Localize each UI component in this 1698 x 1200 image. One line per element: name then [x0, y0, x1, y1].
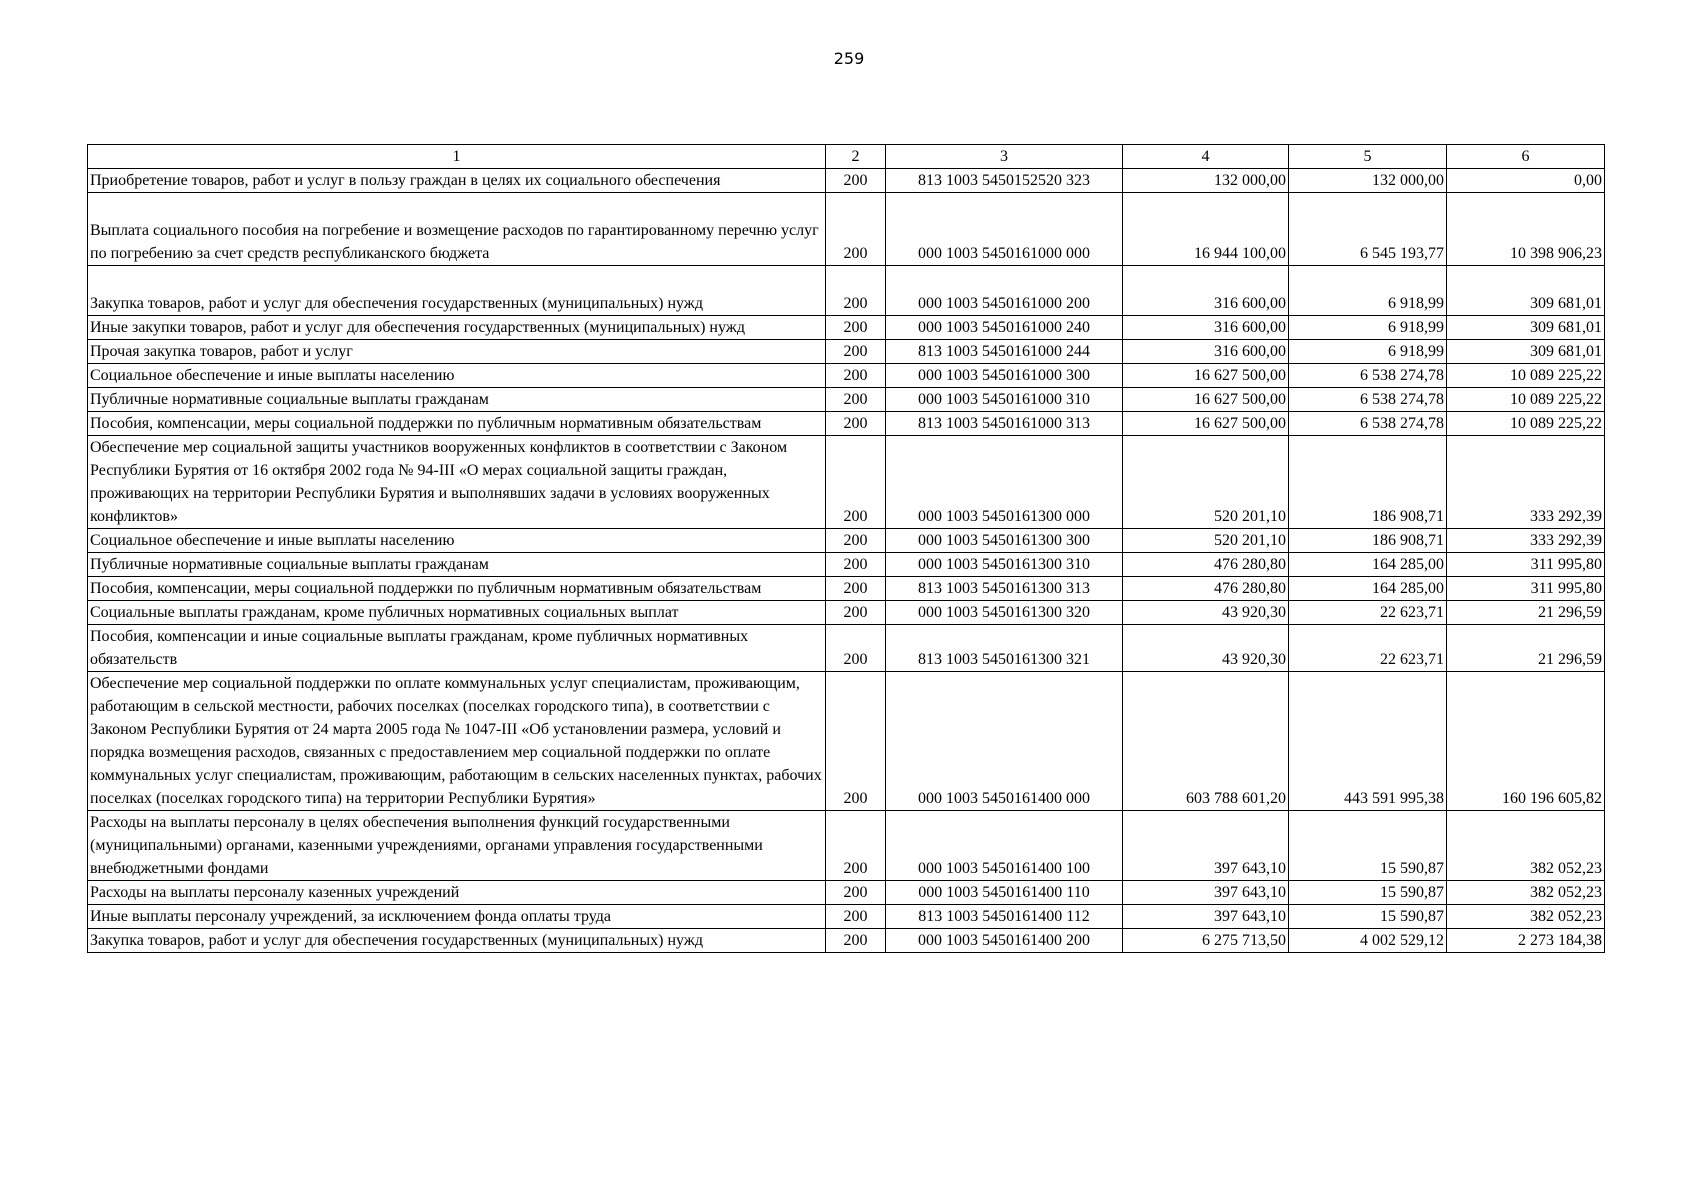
row-approved-amount: 16 627 500,00	[1123, 364, 1289, 388]
row-line-code: 200	[826, 625, 886, 672]
row-executed-amount: 186 908,71	[1289, 436, 1447, 529]
row-approved-amount: 16 944 100,00	[1123, 193, 1289, 266]
row-executed-amount: 15 590,87	[1289, 881, 1447, 905]
row-approved-amount: 316 600,00	[1123, 340, 1289, 364]
row-executed-amount: 4 002 529,12	[1289, 929, 1447, 953]
col-header-6: 6	[1447, 145, 1605, 169]
row-approved-amount: 397 643,10	[1123, 905, 1289, 929]
row-budget-code: 000 1003 5450161000 200	[886, 266, 1123, 316]
row-remaining-amount: 309 681,01	[1447, 340, 1605, 364]
row-executed-amount: 164 285,00	[1289, 553, 1447, 577]
row-remaining-amount: 10 089 225,22	[1447, 412, 1605, 436]
row-executed-amount: 443 591 995,38	[1289, 672, 1447, 811]
table-row	[88, 625, 1605, 672]
row-budget-code: 000 1003 5450161300 300	[886, 529, 1123, 553]
row-name: Публичные нормативные социальные выплаты гражданам	[88, 553, 826, 577]
col-header-3: 3	[886, 145, 1123, 169]
row-budget-code: 813 1003 5450161300 321	[886, 625, 1123, 672]
row-remaining-amount: 382 052,23	[1447, 905, 1605, 929]
row-executed-amount: 6 538 274,78	[1289, 412, 1447, 436]
row-name: Закупка товаров, работ и услуг для обеспечения государственных (муниципальных) нужд	[88, 266, 826, 316]
col-header-4: 4	[1123, 145, 1289, 169]
row-executed-amount: 15 590,87	[1289, 811, 1447, 881]
row-name: Приобретение товаров, работ и услуг в пользу граждан в целях их социального обеспечения	[88, 169, 826, 193]
table-row	[88, 316, 1605, 340]
row-name: Пособия, компенсации и иные социальные выплаты гражданам, кроме публичных нормативных обязательств	[88, 625, 826, 672]
row-approved-amount: 16 627 500,00	[1123, 388, 1289, 412]
row-remaining-amount: 0,00	[1447, 169, 1605, 193]
row-line-code: 200	[826, 364, 886, 388]
row-remaining-amount: 21 296,59	[1447, 625, 1605, 672]
table-row	[88, 553, 1605, 577]
row-approved-amount: 397 643,10	[1123, 811, 1289, 881]
row-approved-amount: 520 201,10	[1123, 436, 1289, 529]
row-executed-amount: 186 908,71	[1289, 529, 1447, 553]
row-budget-code: 000 1003 5450161300 000	[886, 436, 1123, 529]
row-line-code: 200	[826, 412, 886, 436]
row-name: Прочая закупка товаров, работ и услуг	[88, 340, 826, 364]
row-name: Расходы на выплаты персоналу казенных учреждений	[88, 881, 826, 905]
row-line-code: 200	[826, 340, 886, 364]
row-executed-amount: 6 918,99	[1289, 316, 1447, 340]
row-executed-amount: 22 623,71	[1289, 625, 1447, 672]
row-line-code: 200	[826, 529, 886, 553]
row-line-code: 200	[826, 316, 886, 340]
row-remaining-amount: 333 292,39	[1447, 529, 1605, 553]
table-row	[88, 601, 1605, 625]
row-name: Расходы на выплаты персоналу в целях обеспечения выполнения функций государственными (муниципальными) органами, казенными учреждениями, органами управления государственными внебюджетными фондами	[88, 811, 826, 881]
row-name: Иные выплаты персоналу учреждений, за исключением фонда оплаты труда	[88, 905, 826, 929]
row-approved-amount: 476 280,80	[1123, 577, 1289, 601]
row-approved-amount: 132 000,00	[1123, 169, 1289, 193]
row-line-code: 200	[826, 388, 886, 412]
row-executed-amount: 15 590,87	[1289, 905, 1447, 929]
row-line-code: 200	[826, 436, 886, 529]
page-number: 259	[833, 49, 865, 68]
row-name: Пособия, компенсации, меры социальной поддержки по публичным нормативным обязательствам	[88, 412, 826, 436]
row-line-code: 200	[826, 929, 886, 953]
row-budget-code: 000 1003 5450161000 240	[886, 316, 1123, 340]
row-name: Иные закупки товаров, работ и услуг для обеспечения государственных (муниципальных) нужд	[88, 316, 826, 340]
table-row	[88, 529, 1605, 553]
row-remaining-amount: 160 196 605,82	[1447, 672, 1605, 811]
row-remaining-amount: 21 296,59	[1447, 601, 1605, 625]
row-executed-amount: 132 000,00	[1289, 169, 1447, 193]
row-name: Обеспечение мер социальной поддержки по оплате коммунальных услуг специалистам, проживающим, работающим в сельской местности, рабочих поселках (поселках городского типа), в соответствии с Законом Республики Бурятия от 24 марта 2005 года № 1047-III «Об установлении размера, условий и порядка возмещения расходов, связанных с предоставлением мер социальной поддержки по оплате коммунальных услуг специалистам, проживающим, работающим в сельских населенных пунктах, рабочих поселках (поселках городского типа) на территории Республики Бурятия»	[88, 672, 826, 811]
row-remaining-amount: 382 052,23	[1447, 811, 1605, 881]
row-remaining-amount: 333 292,39	[1447, 436, 1605, 529]
row-budget-code: 813 1003 5450161000 244	[886, 340, 1123, 364]
row-budget-code: 813 1003 5450161000 313	[886, 412, 1123, 436]
row-approved-amount: 476 280,80	[1123, 553, 1289, 577]
table-row	[88, 577, 1605, 601]
row-name: Социальное обеспечение и иные выплаты населению	[88, 364, 826, 388]
row-approved-amount: 16 627 500,00	[1123, 412, 1289, 436]
row-line-code: 200	[826, 266, 886, 316]
row-budget-code: 000 1003 5450161000 000	[886, 193, 1123, 266]
row-budget-code: 000 1003 5450161000 310	[886, 388, 1123, 412]
table-row	[88, 412, 1605, 436]
table-body	[88, 169, 1605, 953]
row-remaining-amount: 311 995,80	[1447, 577, 1605, 601]
row-executed-amount: 6 538 274,78	[1289, 364, 1447, 388]
row-line-code: 200	[826, 577, 886, 601]
column-number-row	[88, 145, 1605, 169]
col-header-5: 5	[1289, 145, 1447, 169]
row-name: Обеспечение мер социальной защиты участников вооруженных конфликтов в соответствии с Законом Республики Бурятия от 16 октября 2002 года № 94-III «О мерах социальной защиты граждан, проживающих на территории Республики Бурятия и выполнявших задачи в условиях вооруженных конфликтов»	[88, 436, 826, 529]
row-budget-code: 813 1003 5450152520 323	[886, 169, 1123, 193]
row-remaining-amount: 2 273 184,38	[1447, 929, 1605, 953]
row-executed-amount: 22 623,71	[1289, 601, 1447, 625]
row-budget-code: 000 1003 5450161300 310	[886, 553, 1123, 577]
row-name: Выплата социального пособия на погребение и возмещение расходов по гарантированному перечню услуг по погребению за счет средств республиканского бюджета	[88, 193, 826, 266]
table-row	[88, 436, 1605, 529]
row-budget-code: 000 1003 5450161300 320	[886, 601, 1123, 625]
row-approved-amount: 603 788 601,20	[1123, 672, 1289, 811]
table-row	[88, 672, 1605, 811]
row-line-code: 200	[826, 601, 886, 625]
row-remaining-amount: 10 398 906,23	[1447, 193, 1605, 266]
row-line-code: 200	[826, 905, 886, 929]
row-approved-amount: 316 600,00	[1123, 316, 1289, 340]
row-name: Социальные выплаты гражданам, кроме публичных нормативных социальных выплат	[88, 601, 826, 625]
row-budget-code: 000 1003 5450161400 100	[886, 811, 1123, 881]
row-remaining-amount: 10 089 225,22	[1447, 388, 1605, 412]
table-row	[88, 929, 1605, 953]
col-header-2: 2	[826, 145, 886, 169]
row-remaining-amount: 382 052,23	[1447, 881, 1605, 905]
row-remaining-amount: 311 995,80	[1447, 553, 1605, 577]
row-executed-amount: 6 918,99	[1289, 340, 1447, 364]
row-budget-code: 000 1003 5450161000 300	[886, 364, 1123, 388]
table-row	[88, 364, 1605, 388]
row-executed-amount: 6 545 193,77	[1289, 193, 1447, 266]
table-row	[88, 811, 1605, 881]
row-budget-code: 000 1003 5450161400 000	[886, 672, 1123, 811]
row-budget-code: 813 1003 5450161400 112	[886, 905, 1123, 929]
table-row	[88, 881, 1605, 905]
row-executed-amount: 6 538 274,78	[1289, 388, 1447, 412]
row-remaining-amount: 10 089 225,22	[1447, 364, 1605, 388]
row-remaining-amount: 309 681,01	[1447, 316, 1605, 340]
row-budget-code: 000 1003 5450161400 200	[886, 929, 1123, 953]
row-line-code: 200	[826, 811, 886, 881]
table-row	[88, 388, 1605, 412]
row-line-code: 200	[826, 193, 886, 266]
row-approved-amount: 316 600,00	[1123, 266, 1289, 316]
row-line-code: 200	[826, 553, 886, 577]
row-budget-code: 813 1003 5450161300 313	[886, 577, 1123, 601]
row-budget-code: 000 1003 5450161400 110	[886, 881, 1123, 905]
row-approved-amount: 397 643,10	[1123, 881, 1289, 905]
table-row	[88, 169, 1605, 193]
row-line-code: 200	[826, 672, 886, 811]
row-name: Закупка товаров, работ и услуг для обеспечения государственных (муниципальных) нужд	[88, 929, 826, 953]
row-approved-amount: 43 920,30	[1123, 625, 1289, 672]
table-row	[88, 266, 1605, 316]
row-remaining-amount: 309 681,01	[1447, 266, 1605, 316]
budget-execution-table	[87, 144, 1605, 953]
row-line-code: 200	[826, 169, 886, 193]
row-approved-amount: 520 201,10	[1123, 529, 1289, 553]
row-executed-amount: 164 285,00	[1289, 577, 1447, 601]
table-row	[88, 193, 1605, 266]
row-executed-amount: 6 918,99	[1289, 266, 1447, 316]
row-line-code: 200	[826, 881, 886, 905]
col-header-1: 1	[88, 145, 826, 169]
row-name: Социальное обеспечение и иные выплаты населению	[88, 529, 826, 553]
row-approved-amount: 6 275 713,50	[1123, 929, 1289, 953]
row-approved-amount: 43 920,30	[1123, 601, 1289, 625]
row-name: Пособия, компенсации, меры социальной поддержки по публичным нормативным обязательствам	[88, 577, 826, 601]
table-row	[88, 340, 1605, 364]
row-name: Публичные нормативные социальные выплаты гражданам	[88, 388, 826, 412]
table-row	[88, 905, 1605, 929]
